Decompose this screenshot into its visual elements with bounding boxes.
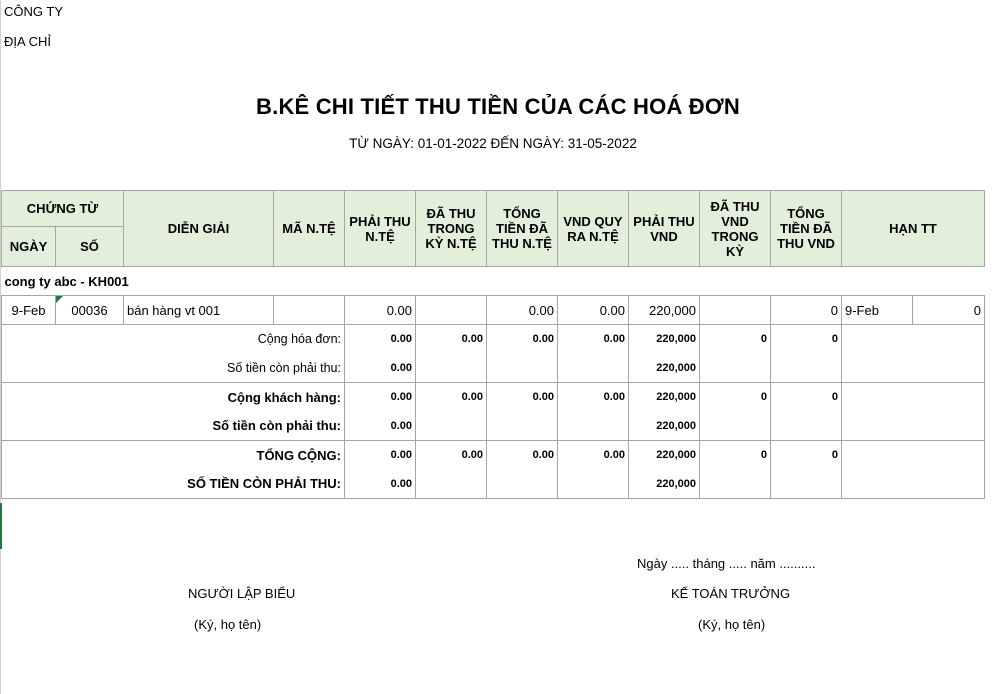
receipts-table xyxy=(1,190,985,499)
col-so[interactable]: SỐ xyxy=(56,227,124,267)
invoice-phai-thu-vnd[interactable]: 220,000 xyxy=(629,325,700,354)
customer-total-label: Cộng khách hàng: xyxy=(2,383,345,412)
grand-remain-row[interactable] xyxy=(2,470,985,499)
customer-phai-thu-vnd[interactable]: 220,000 xyxy=(629,383,700,412)
invoice-tong-tien-nte[interactable]: 0.00 xyxy=(487,325,558,354)
cell-ngay[interactable]: 9-Feb xyxy=(2,296,56,325)
invoice-da-thu-vnd[interactable]: 0 xyxy=(700,325,771,354)
invoice-total-row[interactable] xyxy=(2,325,985,354)
empty-cell[interactable] xyxy=(700,354,771,383)
empty-cell[interactable] xyxy=(416,354,487,383)
cell-phai-thu-nte[interactable]: 0.00 xyxy=(345,296,416,325)
col-han-tt[interactable]: HẠN TT xyxy=(842,191,985,267)
cell-vnd-quy-ra-nte[interactable]: 0.00 xyxy=(558,296,629,325)
grand-total-label: TỔNG CỘNG: xyxy=(2,441,345,470)
grand-tong-tien-vnd[interactable]: 0 xyxy=(771,441,842,470)
cell-han-tt[interactable]: 9-Feb xyxy=(842,296,913,325)
cell-last[interactable]: 0 xyxy=(913,296,985,325)
customer-phai-thu-nte[interactable]: 0.00 xyxy=(345,383,416,412)
grand-tong-tien-nte[interactable]: 0.00 xyxy=(487,441,558,470)
empty-cell[interactable] xyxy=(842,383,985,412)
cell-ma-nte[interactable] xyxy=(274,296,345,325)
empty-cell[interactable] xyxy=(842,412,985,441)
customer-da-thu-vnd[interactable]: 0 xyxy=(700,383,771,412)
col-ngay[interactable]: NGÀY xyxy=(2,227,56,267)
cell-dien-giai[interactable]: bán hàng vt 001 xyxy=(124,296,274,325)
empty-cell[interactable] xyxy=(700,412,771,441)
report-title: B.KÊ CHI TIẾT THU TIỀN CỦA CÁC HOÁ ĐƠN xyxy=(256,94,740,119)
invoice-da-thu-nte[interactable]: 0.00 xyxy=(416,325,487,354)
customer-total-row[interactable] xyxy=(2,383,985,412)
grand-phai-thu-nte[interactable]: 0.00 xyxy=(345,441,416,470)
grand-da-thu-nte[interactable]: 0.00 xyxy=(416,441,487,470)
customer-tong-tien-nte[interactable]: 0.00 xyxy=(487,383,558,412)
col-da-thu-vnd-trong-ky[interactable]: ĐÃ THU VND TRONG KỲ xyxy=(700,191,771,267)
grand-phai-thu-vnd[interactable]: 220,000 xyxy=(629,441,700,470)
invoice-remain-row[interactable] xyxy=(2,354,985,383)
grand-da-thu-vnd[interactable]: 0 xyxy=(700,441,771,470)
grand-remain-label: SỐ TIỀN CÒN PHẢI THU: xyxy=(2,470,345,499)
customer-remain-vnd[interactable]: 220,000 xyxy=(629,412,700,441)
col-phai-thu-nte[interactable]: PHẢI THU N.TỆ xyxy=(345,191,416,267)
empty-cell[interactable] xyxy=(771,470,842,499)
cell-so[interactable]: 00036 xyxy=(56,296,124,325)
col-dien-giai[interactable]: DIỄN GIẢI xyxy=(124,191,274,267)
date-range: TỪ NGÀY: 01-01-2022 ĐẾN NGÀY: 31-05-2022 xyxy=(349,136,637,151)
grand-vnd-quy-ra[interactable]: 0.00 xyxy=(558,441,629,470)
chief-accountant-sign-note: (Ký, họ tên) xyxy=(698,617,766,632)
col-tong-tien-da-thu-nte[interactable]: TỔNG TIỀN ĐÃ THU N.TỆ xyxy=(487,191,558,267)
empty-cell[interactable] xyxy=(416,470,487,499)
empty-cell[interactable] xyxy=(700,470,771,499)
chief-accountant-title: KẾ TOÁN TRƯỞNG xyxy=(671,586,791,601)
empty-cell[interactable] xyxy=(558,470,629,499)
customer-remain-row[interactable] xyxy=(2,412,985,441)
empty-cell[interactable] xyxy=(487,412,558,441)
invoice-tong-tien-vnd[interactable]: 0 xyxy=(771,325,842,354)
invoice-remain-nte[interactable]: 0.00 xyxy=(345,354,416,383)
address-label: ĐỊA CHỈ xyxy=(4,34,51,49)
cell-tong-tien-da-thu-nte[interactable]: 0.00 xyxy=(487,296,558,325)
customer-remain-label: Số tiền còn phải thu: xyxy=(2,412,345,441)
invoice-total-label: Cộng hóa đơn: xyxy=(2,325,345,354)
grand-total-row[interactable] xyxy=(2,441,985,470)
preparer-sign-note: (Ký, họ tên) xyxy=(194,617,262,632)
col-da-thu-trong-ky-nte[interactable]: ĐÃ THU TRONG KỲ N.TỆ xyxy=(416,191,487,267)
col-ma-nte[interactable]: MÃ N.TỆ xyxy=(274,191,345,267)
col-vnd-quy-ra-nte[interactable]: VND QUY RA N.TỆ xyxy=(558,191,629,267)
invoice-remain-label: Số tiền còn phải thu: xyxy=(2,354,345,383)
empty-cell[interactable] xyxy=(771,412,842,441)
grand-remain-vnd[interactable]: 220,000 xyxy=(629,470,700,499)
company-label: CÔNG TY xyxy=(4,4,63,19)
grand-remain-nte[interactable]: 0.00 xyxy=(345,470,416,499)
col-chung-tu[interactable]: CHỨNG TỪ xyxy=(2,191,124,227)
empty-cell[interactable] xyxy=(842,470,985,499)
empty-cell[interactable] xyxy=(842,441,985,470)
invoice-han-tt-empty[interactable] xyxy=(842,325,985,354)
customer-da-thu-nte[interactable]: 0.00 xyxy=(416,383,487,412)
preparer-title: NGƯỜI LẬP BIỂU xyxy=(188,586,296,601)
empty-cell[interactable] xyxy=(487,354,558,383)
empty-cell[interactable] xyxy=(771,354,842,383)
col-phai-thu-vnd[interactable]: PHẢI THU VND xyxy=(629,191,700,267)
col-tong-tien-da-thu-vnd[interactable]: TỔNG TIỀN ĐÃ THU VND xyxy=(771,191,842,267)
customer-tong-tien-vnd[interactable]: 0 xyxy=(771,383,842,412)
empty-cell[interactable] xyxy=(487,470,558,499)
customer-vnd-quy-ra[interactable]: 0.00 xyxy=(558,383,629,412)
invoice-phai-thu-nte[interactable]: 0.00 xyxy=(345,325,416,354)
cell-phai-thu-vnd[interactable]: 220,000 xyxy=(629,296,700,325)
empty-cell[interactable] xyxy=(416,412,487,441)
empty-cell[interactable] xyxy=(558,354,629,383)
customer-remain-nte[interactable]: 0.00 xyxy=(345,412,416,441)
customer-group-label[interactable]: cong ty abc - KH001 xyxy=(2,267,985,296)
empty-cell[interactable] xyxy=(842,354,985,383)
row-selection-marker xyxy=(0,503,2,549)
empty-cell[interactable] xyxy=(558,412,629,441)
invoice-vnd-quy-ra[interactable]: 0.00 xyxy=(558,325,629,354)
signature-date-line: Ngày ..... tháng ..... năm .......... xyxy=(637,556,816,571)
cell-tong-tien-da-thu-vnd[interactable]: 0 xyxy=(771,296,842,325)
invoice-remain-vnd[interactable]: 220,000 xyxy=(629,354,700,383)
table-row[interactable] xyxy=(2,296,985,325)
cell-da-thu-vnd-trong-ky[interactable] xyxy=(700,296,771,325)
cell-da-thu-trong-ky-nte[interactable] xyxy=(416,296,487,325)
